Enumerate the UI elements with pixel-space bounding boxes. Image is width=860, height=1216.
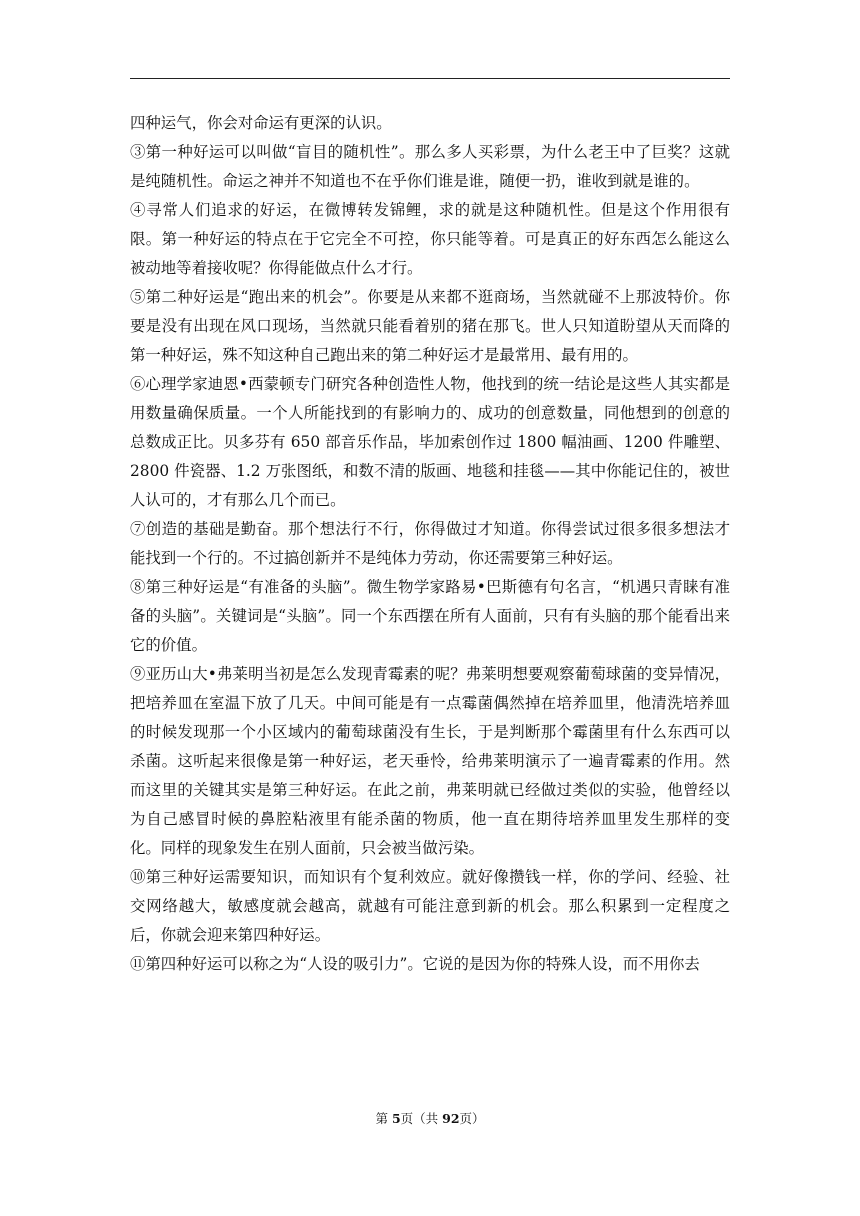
- paragraph-9: ⑨亚历山大•弗莱明当初是怎么发现青霉素的呢？弗莱明想要观察葡萄球菌的变异情况，把培养皿在室温下放了几天。中间可能是有一点霉菌偶然掉在培养皿里，他清洗培养皿的时候发现那一个小区域内的葡萄球菌没有生长，于是判断那个霉菌里有什么东西可以杀菌。这听起来很像是第一种好运，老天垂怜，给弗莱明演示了一遍青霉素的作用。然而这里的关键其实是第三种好运。在此之前，弗莱明就已经做过类似的实验，他曾经以为自己感冒时候的鼻腔粘液里有能杀菌的物质，他一直在期待培养皿里发生那样的变化。同样的现象发生在别人面前，只会被当做污染。: [130, 665, 730, 857]
- paragraph-10: ⑩第三种好运需要知识，而知识有个复利效应。就好像攒钱一样，你的学问、经验、社交网络越大，敏感度就会越高，就越有可能注意到新的机会。那么积累到一定程度之后，你就会迎来第四种好运。: [130, 868, 730, 944]
- paragraph-intro-continued: 四种运气，你会对命运有更深的认识。: [130, 114, 392, 132]
- footer-suffix: 页）: [459, 1111, 485, 1126]
- footer-current-page: 5: [391, 1111, 401, 1126]
- paragraph-11: ⑪第四种好运可以称之为“人设的吸引力”。它说的是因为你的特殊人设，而不用你去: [130, 955, 700, 973]
- paragraph-8: ⑧第三种好运是“有准备的头脑”。微生物学家路易•巴斯德有句名言，“机遇只青睐有准备的头脑”。关键词是“头脑”。同一个东西摆在所有人面前，只有有头脑的那个能看出来它的价值。: [130, 578, 730, 654]
- footer-middle: 页（共: [400, 1111, 443, 1126]
- document-body: [130, 109, 730, 979]
- paragraph-4: ④寻常人们追求的好运，在微博转发锦鲤，求的就是这种随机性。但是这个作用很有限。第一种好运的特点在于它完全不可控，你只能等着。可是真正的好东西怎么能这么被动地等着接收呢？你得能做点什么才行。: [130, 201, 730, 277]
- paragraph-3: ③第一种好运可以叫做“盲目的随机性”。那么多人买彩票，为什么老王中了巨奖？这就是纯随机性。命运之神并不知道也不在乎你们谁是谁，随便一扔，谁收到就是谁的。: [130, 143, 730, 190]
- page-number-footer: [0, 1111, 860, 1127]
- footer-total-pages: 92: [442, 1111, 460, 1126]
- footer-prefix: 第: [375, 1111, 392, 1126]
- header-rule: [130, 78, 730, 79]
- paragraph-7: ⑦创造的基础是勤奋。那个想法行不行，你得做过才知道。你得尝试过很多很多想法才能找到一个行的。不过搞创新并不是纯体力劳动，你还需要第三种好运。: [130, 520, 730, 567]
- paragraph-6: ⑥心理学家迪恩•西蒙顿专门研究各种创造性人物，他找到的统一结论是这些人其实都是用数量确保质量。一个人所能找到的有影响力的、成功的创意数量，同他想到的创意的总数成正比。贝多芬有 650 部音乐作品，毕加索创作过 1800 幅油画、1200 件雕塑、2800 件瓷器、1.2 万张图纸，和数不清的版画、地毯和挂毯——其中你能记住的，被世人认可的，才有那么几个而已。: [130, 375, 730, 509]
- paragraph-5: ⑤第二种好运是“跑出来的机会”。你要是从来都不逛商场，当然就碰不上那波特价。你要是没有出现在风口现场，当然就只能看着别的猪在那飞。世人只知道盼望从天而降的第一种好运，殊不知这种自己跑出来的第二种好运才是最常用、最有用的。: [130, 288, 730, 364]
